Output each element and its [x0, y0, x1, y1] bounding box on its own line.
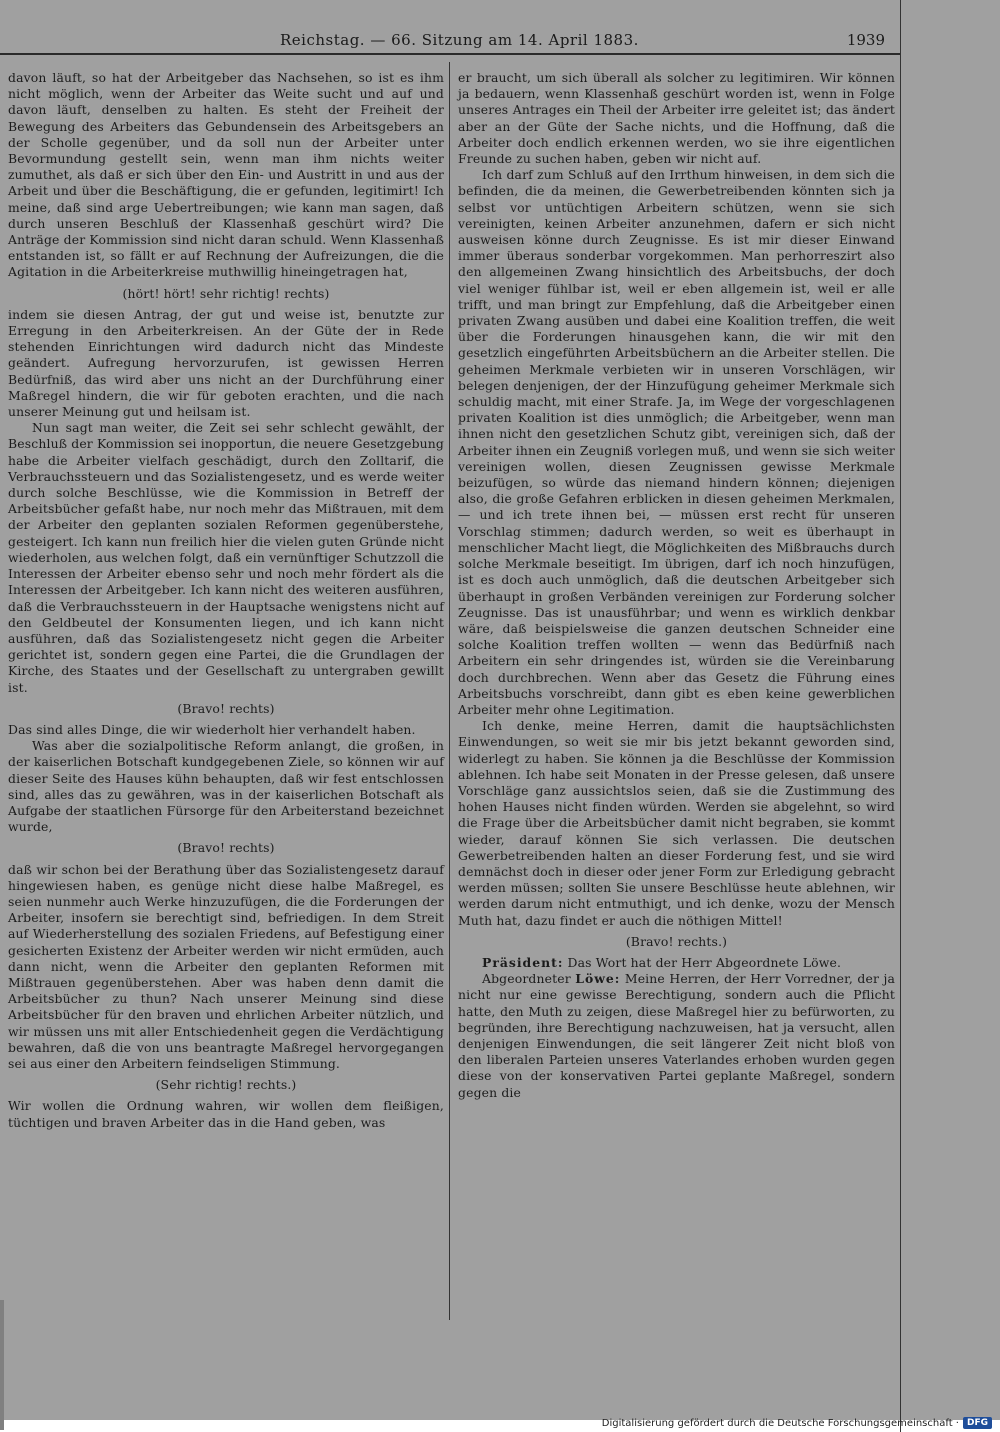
body-paragraph: Nun sagt man weiter, die Zeit sei sehr schlecht gewählt, der Beschluß der Kommission sei inopportun, die neuere Gesetzgebung habe die Arbeiter vielfach geschädigt, durch den Zolltarif, die Verbrauchssteuern und das Sozialistengesetz, und es werde weiter durch solche Beschlüsse, wie die Kommission in Betreff der Arbeitsbücher gefaßt habe, nur noch mehr das Mißtrauen, mit dem der Arbeiter den geplanten sozialen Reformen gegenüberstehe, gesteigert. Ich kann nun freilich hier die vielen guten Gründe nicht wiederholen, aus welchen folgt, daß ein vernünftiger Schutzzoll die Interessen der Arbeiter ebenso sehr und noch mehr fördert als die Interessen der Arbeitgeber. Ich kann nicht des weiteren ausführen, daß die Verbrauchssteuern in der Hauptsache wenigstens nicht auf den Geldbeutel der Konsumenten liegen, und ich kann nicht ausführen, daß das Sozialistengesetz nicht gegen die Arbeiter gerichtet ist, sondern gegen eine Partei, die die Grundlagen der Kirche, des Staates und der Gesellschaft zu untergraben gewillt ist. — [8, 420, 444, 695]
body-paragraph: Das sind alles Dinge, die wir wiederholt hier verhandelt haben. — [8, 721, 416, 737]
page-number: 1939 — [846, 31, 885, 49]
body-paragraph: indem sie diesen Antrag, der gut und weise ist, benutzte zur Erregung in den Arbeiterkreisen. An der Güte der in Rede stehenden Einrichtungen wird dadurch nicht das Mindeste geändert. Aufregung hervorzurufen, ist gewissen Herren Bedürfniß, das wird aber uns nicht an der Durchführung einer Maßregel hindern, die wir für geboten erachten, und die nach unserer Meinung gut und heilsam ist. — [8, 306, 444, 420]
scan-edge-mark — [0, 1300, 4, 1430]
interjection: (Bravo! rechts.) — [625, 933, 728, 949]
column-divider — [449, 62, 450, 1320]
footer-text: Digitalisierung gefördert durch die Deutsche Forschungsgemeinschaft · — [601, 1417, 959, 1429]
speech-text: Meine Herren, der Herr Vorredner, der ja nicht nur eine gewisse Berechtigung, sondern auch die Pflicht hatte, den Muth zu zeigen, diese Maßregel hier zu befürworten, zu begründen, ihre Berechtigung nachzuweisen, hat ja versucht, allen denjenigen Einwendungen, die seit längerer Zeit nicht bloß von den liberalen Parteien unseres Vaterlandes erhoben wurden gegen diese von der konservativen Partei geplante Maßregel, sondern gegen die — [458, 971, 896, 1100]
speaker-name: Löwe: — [575, 971, 621, 987]
speech-paragraph — [458, 971, 895, 1101]
running-title: Reichstag. — 66. Sitzung am 14. April 1883. — [280, 31, 639, 49]
speech-text: Das Wort hat der Herr Abgeordnete Löwe. — [567, 954, 842, 970]
speech-paragraph — [458, 955, 895, 971]
body-paragraph: Ich denke, meine Herren, damit die hauptsächlichsten Einwendungen, so weit sie mir bis jetzt bekannt geworden sind, widerlegt zu haben. Sie können ja die Beschlüsse der Kommission ablehnen. Ich habe seit Monaten in der Presse gelesen, daß unsere Vorschläge ganz aussichtslos seien, daß sie die Zustimmung des hohen Hauses nicht finden würden. Werden sie abgelehnt, so wird die Frage über die Arbeitsbücher damit nicht begraben, sie kommt wieder, darauf können Sie sich verlassen. Die deutschen Gewerbetreibenden halten an dieser Forderung fest, und sie wird demnächst doch in dieser oder jener Form zur Erledigung gebracht werden müssen; sollten Sie unsere Beschlüsse heute ablehnen, wir werden darum nicht entmuthigt, und ich denke, wozu der Mensch Muth hat, dazu findet er auch die nöthigen Mittel! — [458, 718, 895, 928]
body-paragraph: davon läuft, so hat der Arbeitgeber das Nachsehen, so ist es ihm nicht möglich, wenn der Arbeiter das Weite sucht und auf und davon läuft, denselben zu halten. Es steht der Freiheit der Bewegung des Arbeiters das Gebundensein des Arbeitsgebers an der Scholle gegenüber, und da soll nun der Arbeiter unter Bevormundung gestellt sein, wenn man ihm nichts weiter zumuthet, als daß er sich über den Ein- und Austritt in und aus der Arbeit und über die Beschäftigung, die er gefunden, legitimirt! Ich meine, daß sind arge Uebertreibungen; wie kann man sagen, daß durch unseren Beschluß der Klassenhaß geschürt wird? Die Anträge der Kommission sind nicht daran schuld. Wenn Klassenhaß entstanden ist, so fällt er auf Rechnung der Aufreizungen, die die Agitation in die Arbeiterkreise muthwillig hineingetragen hat, — [8, 70, 444, 280]
interjection: (Bravo! rechts) — [177, 700, 275, 716]
body-paragraph: Wir wollen die Ordnung wahren, wir wollen dem fleißigen, tüchtigen und braven Arbeiter das in die Hand geben, was — [8, 1098, 444, 1130]
right-column — [458, 70, 895, 1101]
footer-credit — [602, 1417, 992, 1429]
dfg-logo: DFG — [963, 1417, 992, 1429]
speaker-role: Abgeordneter — [482, 971, 571, 987]
page-edge-line — [900, 0, 901, 1432]
interjection: (hört! hört! sehr richtig! rechts) — [122, 285, 330, 301]
body-paragraph: Ich darf zum Schluß auf den Irrthum hinweisen, in dem sich die befinden, die da meinen, die Gewerbetreibenden könnten sich ja selbst vor untüchtigen Arbeitern schützen, wenn sie sich vereinigten, keinen Arbeiter anzunehmen, dafern er sich nicht ausweisen könne durch Zeugnisse. Es ist mir dieser Einwand immer überaus sonderbar vorgekommen. Man perhorreszirt also den allgemeinen Zwang hinsichtlich des Arbeitsbuchs, der doch viel weniger fühlbar ist, weil er eben allgemein ist, weil er alle trifft, und man bringt zur Empfehlung, daß die Arbeitgeber einen privaten Zwang ausüben und dabei eine Koalition treffen, die weit über die Forderungen hinausgehen kann, die wir mit den gesetzlich eingeführten Arbeitsbüchern an die Arbeiter stellen. Die geheimen Merkmale verbieten wir in unseren Vorschlägen, wir belegen denjenigen, der der Hinzufügung geheimer Merkmale sich schuldig macht, mit einer Strafe. Ja, im Wege der vorgeschlagenen privaten Koalition ist dies unmöglich; die Arbeitgeber, wenn man ihnen nicht den gesetzlichen Schutz gibt, vereinigen sich, daß der Arbeiter ihnen ein Zeugniß vorlegen muß, und wenn sie sich weiter vereinigen wollen, diesen Zeugnissen gewisse Merkmale beizufügen, so würde das niemand hindern können; diejenigen also, die große Gefahren erblicken in diesen geheimen Merkmalen, — und ich trete ihnen bei, — müssen erst recht für unseren Vorschlag stimmen; dadurch werden, so weit es überhaupt in menschlicher Macht liegt, die Möglichkeiten des Mißbrauchs durch solche Merkmale beseitigt. Im übrigen, darf ich noch hinzufügen, ist es doch auch unmöglich, daß die deutschen Arbeitgeber sich überhaupt in großen Verbänden vereinigen zur Forderung solcher Zeugnisse. Das ist unausführbar; und wenn es wirklich denkbar wäre, daß beispielsweise die ganzen deutschen Schneider eine solche Koalition treffen wollten — wenn das Bedürfniß nach Arbeitern ein sehr dringendes ist, würden sie die Vereinbarung doch durchbrechen. Wenn aber das Gesetz die Führung eines Arbeitsbuchs vorschreibt, dann gibt es eben keine gewerblichen Arbeiter mehr ohne Legitimation. — [458, 167, 895, 717]
interjection: (Sehr richtig! rechts.) — [155, 1077, 297, 1093]
header-rule — [0, 53, 900, 55]
interjection: (Bravo! rechts) — [177, 840, 275, 856]
body-paragraph: er braucht, um sich überall als solcher zu legitimiren. Wir können ja bedauern, wenn Klassenhaß geschürt worden ist, wenn in Folge unseres Antrages ein Theil der Arbeiter irre geleitet ist; das ändert aber an der Güte der Sache nichts, und die Hoffnung, daß die Arbeiter doch endlich erkennen werden, wo sie ihre eigentlichen Freunde zu suchen haben, geben wir nicht auf. — [458, 70, 895, 167]
left-column — [8, 70, 444, 1131]
page-header — [0, 0, 1000, 52]
speaker-name: Präsident: — [482, 954, 564, 970]
body-paragraph: Was aber die sozialpolitische Reform anlangt, die großen, in der kaiserlichen Botschaft kundgegebenen Ziele, so können wir auf dieser Seite des Hauses kühn behaupten, daß wir fest entschlossen sind, alles das zu gewähren, was in der kaiserlichen Botschaft als Aufgabe der staatlichen Fürsorge für den Arbeiterstand bezeichnet wurde, — [8, 738, 444, 835]
body-paragraph: daß wir schon bei der Berathung über das Sozialistengesetz darauf hingewiesen haben, es genüge nicht diese halbe Maßregel, es seien nunmehr auch Werke hinzuzufügen, die die Forderungen der Arbeiter, insofern sie berechtigt sind, befriedigen. In dem Streit auf Wiederherstellung des sozialen Friedens, auf Befestigung einer gesicherten Existenz der Arbeiter werden wir nicht ermüden, auch dann nicht, wenn die Arbeiter den geplanten Reformen mit Mißtrauen gegenüberstehen. Aber was haben denn damit die Arbeitsbücher zu thun? Nach unserer Meinung sind diese Arbeitsbücher für den braven und ehrlichen Arbeiter nützlich, und wir müssen uns mit aller Entschiedenheit gegen die Verdächtigung bewahren, daß die von uns beantragte Maßregel hervorgegangen sei aus einer den Arbeitern feindseligen Stimmung. — [8, 861, 444, 1071]
